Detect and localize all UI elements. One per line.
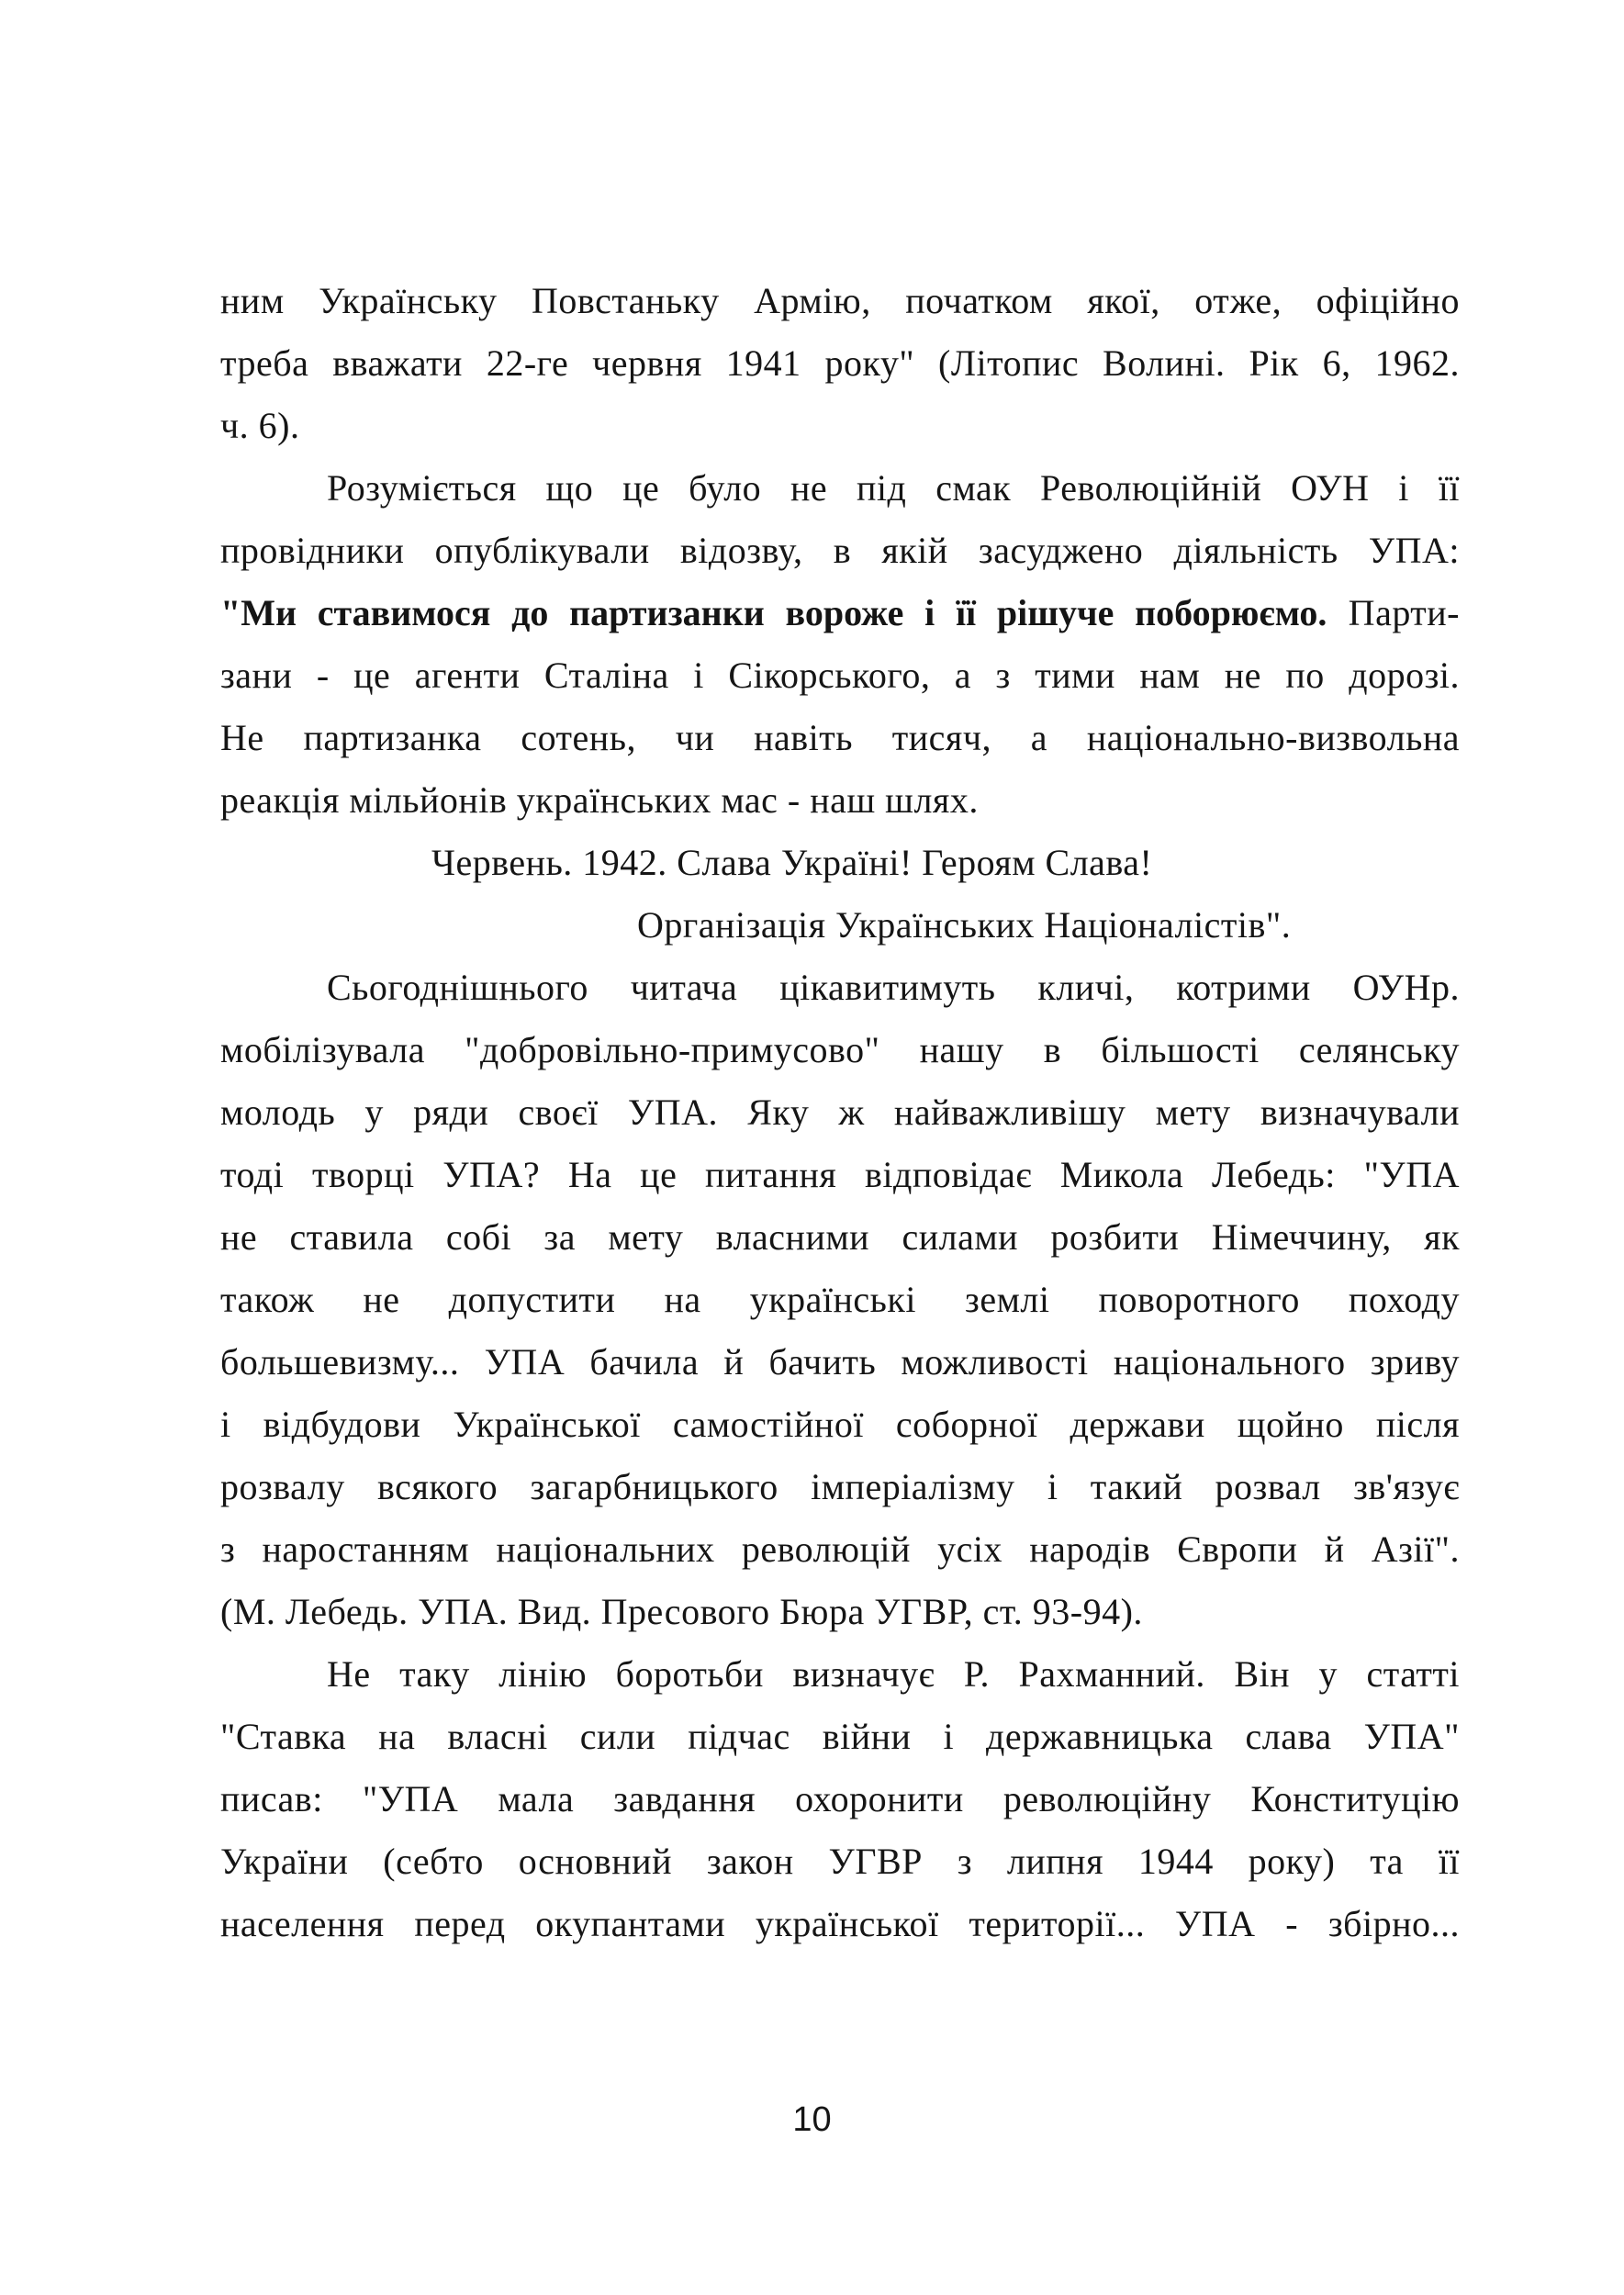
text-line: [220, 707, 1460, 769]
text-segment: Організація Українських Націоналістів".: [637, 904, 1292, 946]
text-line: [220, 1893, 1460, 1955]
text-line: [220, 1144, 1460, 1206]
bold-text-segment: "Ми ставимося до партизанки вороже і її рішуче поборюємо.: [220, 592, 1327, 633]
text-line: [220, 457, 1460, 520]
text-segment: і відбудови Української самостійної соборної держави щойно після: [220, 1404, 1460, 1445]
text-segment: Не таку лінію боротьби визначує Р. Рахманний. Він у статті: [327, 1653, 1460, 1695]
text-line: [220, 1768, 1460, 1830]
text-segment: "Ставка на власні сили підчас війни і державницька слава УПА": [220, 1716, 1460, 1757]
text-line: [220, 1581, 1460, 1643]
text-line: [220, 332, 1460, 395]
text-line: [220, 1643, 1460, 1706]
text-line: [220, 832, 1460, 894]
text-segment: писав: "УПА мала завдання охоронити революційну Конституцію: [220, 1778, 1460, 1819]
text-line: [220, 520, 1460, 582]
text-segment: Сьогоднішнього читача цікавитимуть кличі, котрими ОУНр.: [327, 967, 1460, 1008]
text-segment: Розуміється що це було не під смак Революційній ОУН і її: [327, 467, 1460, 509]
text-line: [220, 644, 1460, 707]
text-segment: реакція мільйонів українських мас - наш шлях.: [220, 779, 979, 821]
text-segment: України (себто основний закон УГВР з липня 1944 року) та її: [220, 1841, 1460, 1882]
text-line: [220, 1081, 1460, 1144]
text-line: [220, 395, 1460, 457]
page-text: [220, 270, 1460, 1955]
page-number: 10: [792, 2100, 832, 2139]
text-line: [220, 1269, 1460, 1331]
text-segment: треба вважати 22-ге червня 1941 року" (Літопис Волині. Рік 6, 1962.: [220, 342, 1460, 384]
text-line: [220, 1830, 1460, 1893]
text-line: [220, 270, 1460, 332]
text-line: [220, 1394, 1460, 1456]
text-segment: тоді творці УПА? На це питання відповідає Микола Лебедь: "УПА: [220, 1154, 1460, 1195]
text-line: [220, 769, 1460, 832]
text-segment: Не партизанка сотень, чи навіть тисяч, а національно-визвольна: [220, 717, 1460, 758]
text-line: [220, 1331, 1460, 1394]
text-segment: розвалу всякого загарбницького імперіалізму і такий розвал зв'язує: [220, 1466, 1460, 1507]
text-line: [220, 1456, 1460, 1518]
text-segment: мобілізувала "добровільно-примусово" нашу в більшості селянську: [220, 1029, 1460, 1070]
text-line: [220, 957, 1460, 1019]
text-segment: з наростанням національних революцій усіх народів Європи й Азії".: [220, 1528, 1460, 1570]
text-segment: ч. 6).: [220, 405, 300, 446]
text-segment: зани - це агенти Сталіна і Сікорського, а з тими нам не по дорозі.: [220, 655, 1460, 696]
text-line: [220, 894, 1460, 957]
text-segment: Парти-: [1327, 592, 1460, 633]
text-segment: не ставила собі за мету власними силами розбити Німеччину, як: [220, 1216, 1460, 1258]
text-line: [220, 1706, 1460, 1768]
text-segment: большевизму... УПА бачила й бачить можливості національного зриву: [220, 1341, 1460, 1383]
text-segment: провідники опублікували відозву, в якій засуджено діяльність УПА:: [220, 530, 1460, 571]
text-segment: ним Українську Повстаньку Армію, початком якої, отже, офіційно: [220, 280, 1460, 321]
text-segment: (М. Лебедь. УПА. Вид. Пресового Бюра УГВР, ст. 93-94).: [220, 1591, 1143, 1632]
text-segment: молодь у ряди своєї УПА. Яку ж найважливішу мету визначували: [220, 1092, 1460, 1133]
text-segment: також не допустити на українські землі поворотного походу: [220, 1279, 1460, 1320]
text-line: [220, 1019, 1460, 1081]
text-segment: населення перед окупантами української території... УПА - збірно...: [220, 1903, 1460, 1944]
text-line: [220, 1206, 1460, 1269]
text-line: [220, 1518, 1460, 1581]
text-line: [220, 582, 1460, 644]
text-segment: Червень. 1942. Слава Україні! Героям Слава!: [431, 842, 1153, 883]
